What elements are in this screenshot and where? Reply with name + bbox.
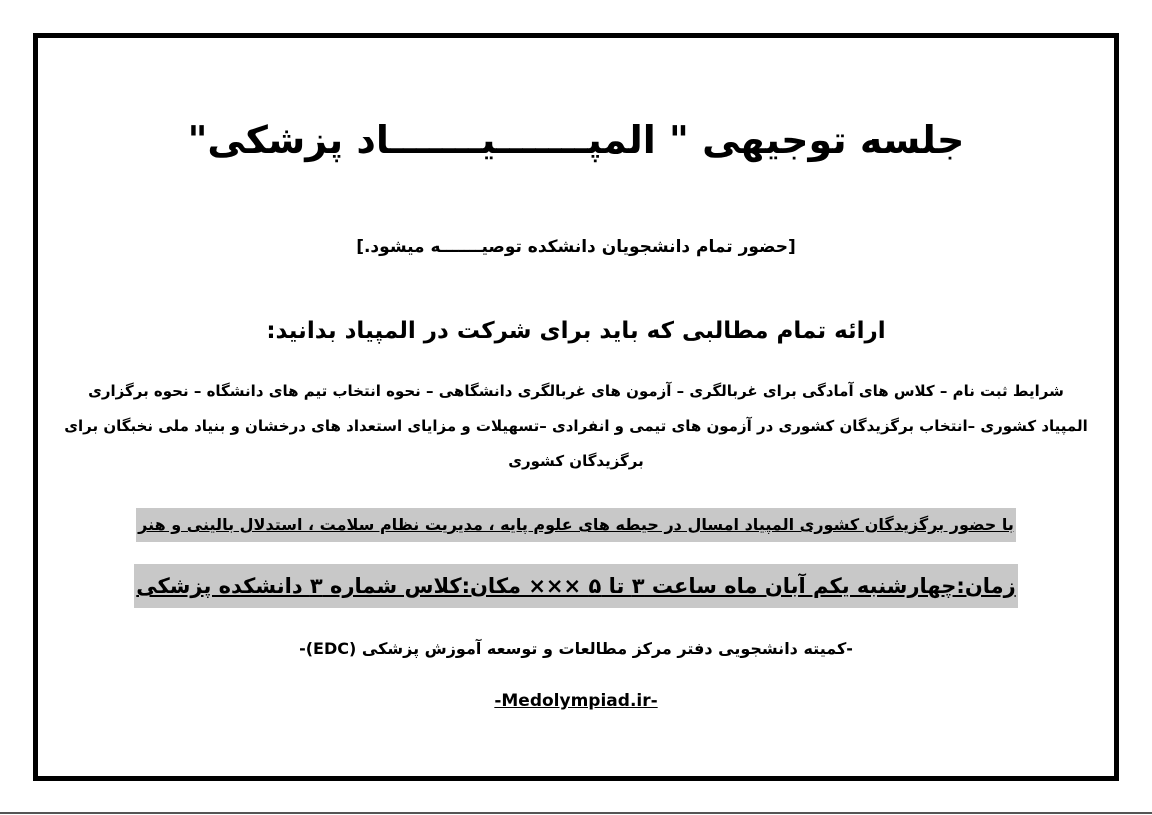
website-link[interactable]: -Medolympiad.ir-	[494, 691, 658, 711]
committee-credit: -کمیته دانشجویی دفتر مرکز مطالعات و توسعه آموزش پزشکی (EDC)-	[299, 639, 853, 658]
topics-line: شرایط ثبت نام – کلاس های آمادگی برای غربالگری – آزمون های غربالگری دانشگاهی – نحوه انتخاب تیم های دانشگاه – نحوه برگزاری	[88, 382, 1064, 400]
topics-line: المپیاد کشوری –انتخاب برگزیدگان کشوری در آزمون های تیمی و انفرادی –تسهیلات و مزایای استعداد های درخشان و بنیاد ملی نخبگان برای	[64, 417, 1088, 435]
attendance-recommendation: [حضور تمام دانشجویان دانشکده توصیـــــــه میشود.]	[356, 237, 796, 257]
bottom-divider	[0, 812, 1152, 814]
time-location-highlight: زمان:چهارشنبه یکم آبان ماه ساعت ۳ تا ۵ ××× مکان:کلاس شماره ۳ دانشکده پزشکی	[134, 564, 1017, 608]
guests-row	[0, 508, 1152, 542]
announcement-title: جلسه توجیهی " المپـــــــیـــــــاد پزشکی"	[187, 118, 965, 162]
announcement-subtitle: ارائه تمام مطالبی که باید برای شرکت در المپیاد بدانید:	[266, 318, 886, 344]
topics-line: برگزیدگان کشوری	[508, 452, 644, 470]
time-location-row	[0, 564, 1152, 608]
topics-paragraph	[0, 374, 1152, 479]
guests-highlight: با حضور برگزیدگان کشوری المپیاد امسال در حیطه های علوم پایه ، مدیریت نظام سلامت ، استدلال بالینی و هنر	[136, 508, 1016, 542]
